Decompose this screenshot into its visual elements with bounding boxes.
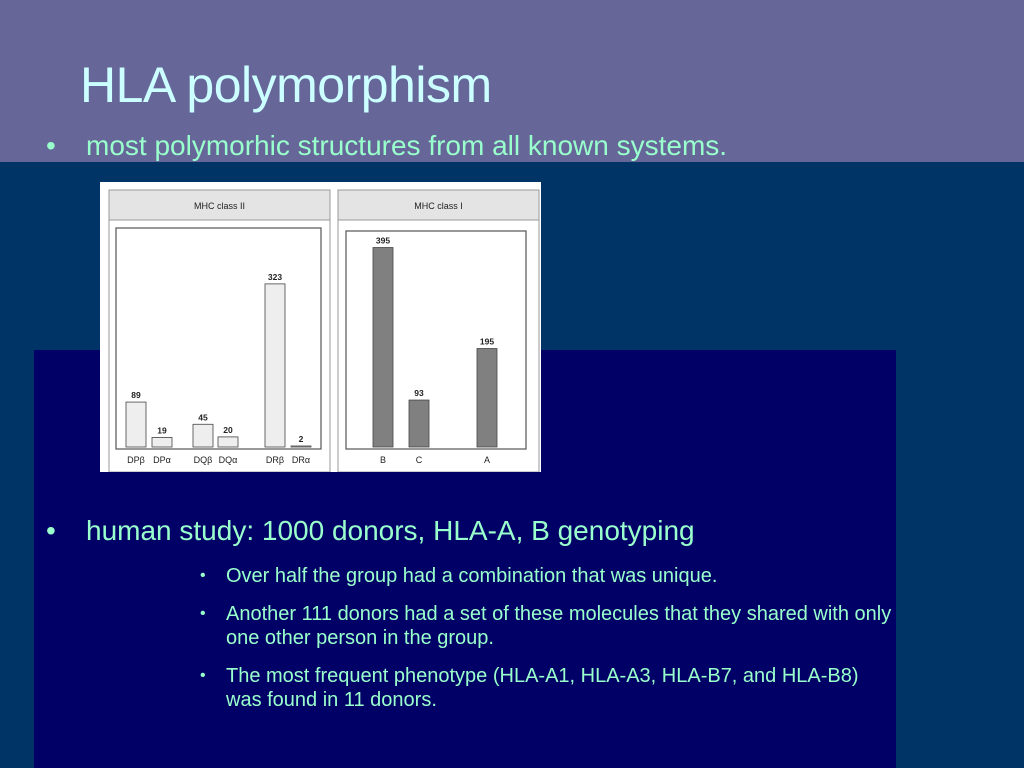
class-i-bar [477,349,497,447]
class-i-frame [338,220,539,472]
sub-bullet-dot-icon: • [200,605,206,622]
bullet-text: human study: 1000 donors, HLA-A, B genotyping [86,515,695,546]
bullet-text: most polymorhic structures from all known systems. [86,130,728,161]
class-ii-bar [291,446,311,447]
class-ii-bars [126,272,311,465]
class-i-value-label: 93 [414,388,424,399]
class-i-value-label: 395 [375,235,391,246]
class-i-bar [409,400,429,447]
sub-bullet-dot-icon: • [200,567,206,584]
class-ii-bar [265,284,285,447]
class-ii-category-label: DQβ [193,455,213,465]
class-ii-category-label: DRα [291,455,311,465]
class-ii-bar [126,402,146,447]
class-ii-bar [193,424,213,447]
sub-bullet-text: The most frequent phenotype (HLA-A1, HLA-A3, HLA-B7, and HLA-B8) was found in 11 donors. [226,665,859,711]
sub-bullet-text: Another 111 donors had a set of these molecules that they shared with only one other person in the group. [226,603,892,649]
mhc-charts-figure [100,182,541,472]
class-i-title: MHC class I [414,201,463,211]
class-ii-category-label: DPα [153,455,171,465]
class-i-bars [373,236,497,465]
class-i-category-label: A [483,455,491,465]
bullet-dot-icon: • [46,130,56,161]
class-ii-value-label: 2 [298,433,304,444]
class-ii-title: MHC class II [193,201,246,211]
sub-bullet-dot-icon: • [200,667,206,684]
class-ii-bar [218,437,238,447]
class-ii-value-label: 45 [198,412,208,423]
sub-bullet-text: Over half the group had a combination that was unique. [226,565,718,587]
class-ii-category-label: DQα [218,455,238,465]
class-ii-value-label: 89 [131,390,141,401]
class-ii-value-label: 323 [267,271,283,282]
class-ii-value-label: 20 [223,424,233,435]
class-i-category-label: B [379,455,387,465]
class-ii-category-label: DPβ [127,455,145,465]
class-ii-bar [152,437,172,447]
class-i-bar [373,248,393,447]
class-i-category-label: C [415,455,423,465]
mhc-charts-svg [100,182,541,472]
slide-title: HLA polymorphism [80,57,492,113]
class-i-value-label: 195 [479,336,495,347]
class-ii-value-label: 19 [157,425,167,436]
class-ii-plot-area [116,228,321,449]
bullet-dot-icon: • [46,515,56,546]
class-ii-category-label: DRβ [265,455,285,465]
